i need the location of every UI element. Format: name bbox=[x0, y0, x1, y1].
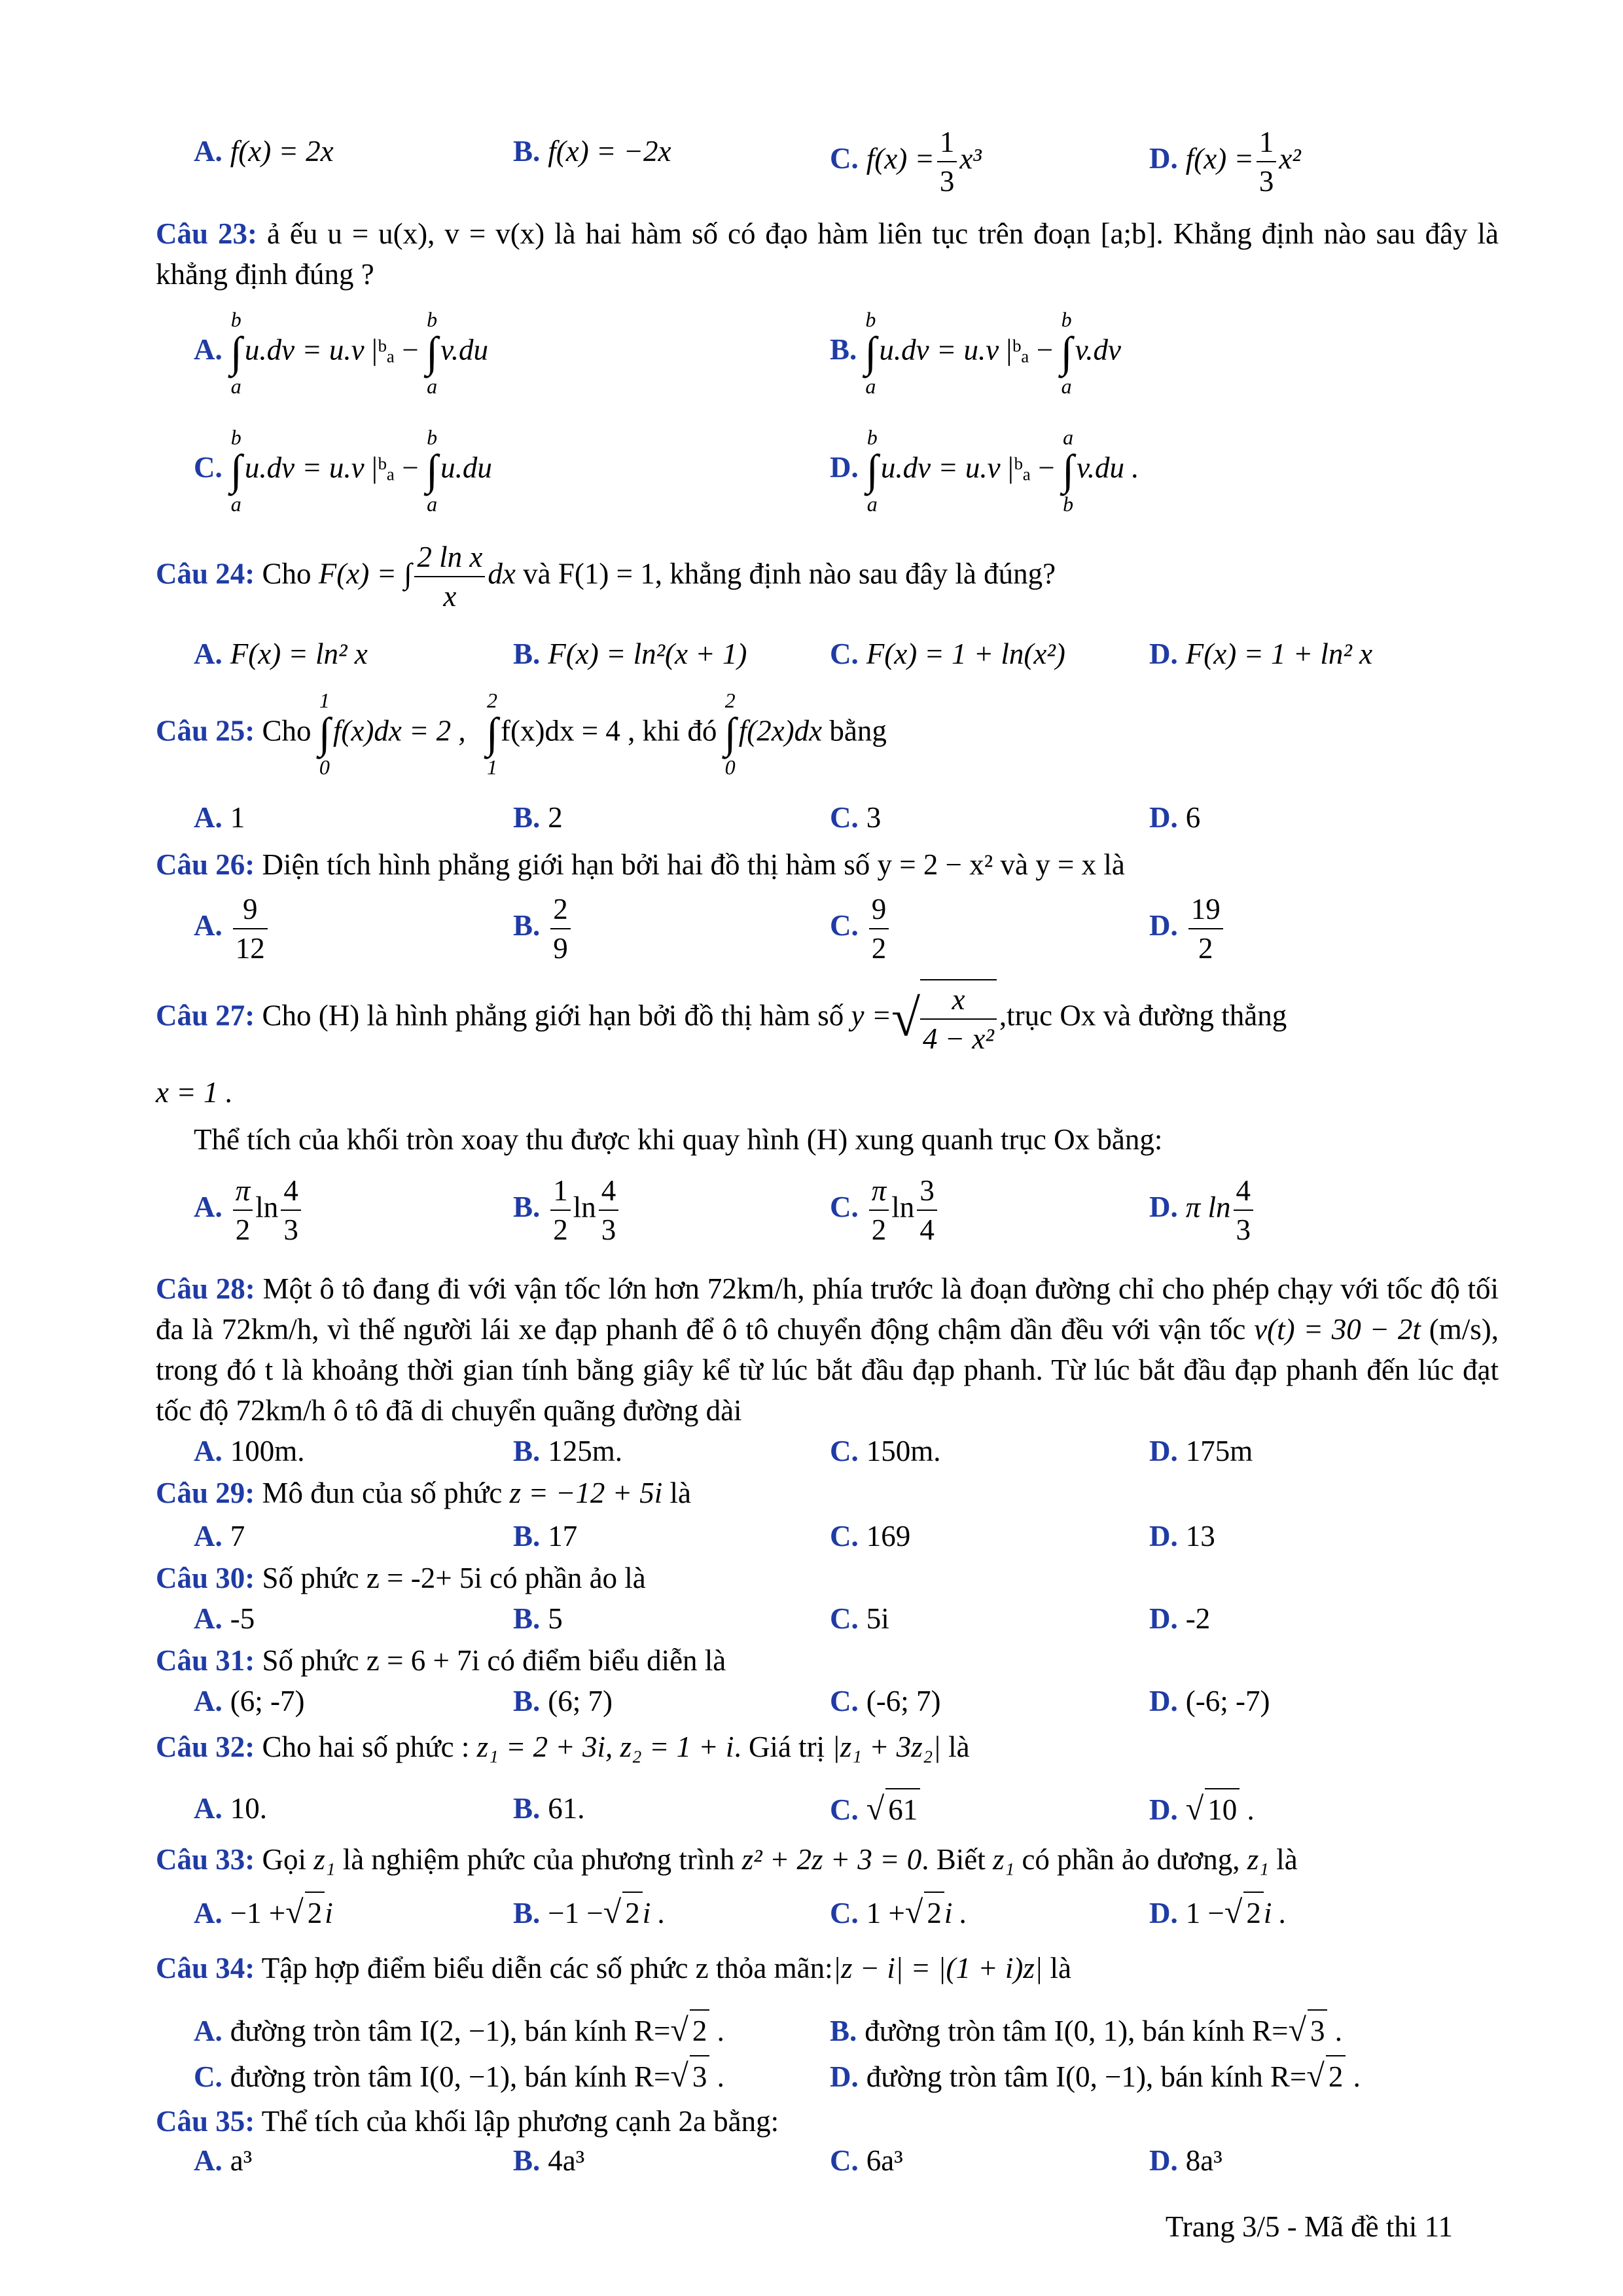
q29-option-d[interactable]: D. 13 bbox=[1149, 1520, 1215, 1552]
q34-option-b[interactable]: B. đường tròn tâm I(0, 1), bán kính R=√ 3 . bbox=[830, 2009, 1342, 2051]
q26-label: Câu 26: bbox=[156, 848, 255, 881]
q28-label: Câu 28: bbox=[156, 1272, 255, 1305]
q26-option-d[interactable]: D. $\frac{19}{2}$ bbox=[1149, 890, 1226, 967]
question-30: Câu 30: Số phức z = -2+ 5i có phần ảo là bbox=[156, 1562, 646, 1594]
question-27: Câu 27: Cho (H) là hình phẳng giới hạn bởi đồ thị hàm số y =√ $\frac{x}{\text{4 − x²}}$ ,trục Ox và đường thẳng bbox=[156, 979, 1499, 1058]
q24-option-a[interactable]: A. F(x) = ln² x bbox=[194, 637, 368, 670]
page-footer: Trang 3/5 - Mã đề thi 11 bbox=[1165, 2210, 1453, 2243]
q25-option-a[interactable]: A. 1 bbox=[194, 801, 245, 834]
q22-option-c[interactable]: C. f(x) = $\frac{1}{3}$ x³ bbox=[830, 123, 982, 200]
q24-option-b[interactable]: B. F(x) = ln²(x + 1) bbox=[513, 637, 747, 670]
q29-option-c[interactable]: C. 169 bbox=[830, 1520, 911, 1552]
question-32: Câu 32: Cho hai số phức : z₁ = 2 + 3i, z₂ = 1 + i. Giá trị |z₁ + 3z₂| là bbox=[156, 1731, 970, 1763]
q23-label: Câu 23: bbox=[156, 217, 257, 250]
q24-option-d[interactable]: D. F(x) = 1 + ln² x bbox=[1149, 637, 1373, 670]
q31-option-a[interactable]: A. (6; -7) bbox=[194, 1685, 305, 1717]
question-23 bbox=[156, 213, 1499, 295]
q31-option-c[interactable]: C. (-6; 7) bbox=[830, 1685, 941, 1717]
q27-option-a[interactable]: A. $\frac{\pi}{2}$ ln $\frac{4}{3}$ bbox=[194, 1172, 304, 1249]
q35-option-c[interactable]: C. 6a³ bbox=[830, 2144, 903, 2177]
q33-option-a[interactable]: A. −1 +√ 2i bbox=[194, 1892, 333, 1933]
question-29: Câu 29: Mô đun của số phức z = −12 + 5i là bbox=[156, 1477, 691, 1509]
q25-option-d[interactable]: D. 6 bbox=[1149, 801, 1201, 834]
q27-option-c[interactable]: C. $\frac{\pi}{2}$ ln $\frac{3}{4}$ bbox=[830, 1172, 940, 1249]
q26-option-b[interactable]: B. $\frac{2}{9}$ bbox=[513, 890, 573, 967]
question-24: Câu 24: Cho F(x) = ∫ $\frac{\text{2 ln x}}{x}$ dx và F(1) = 1, khẳng định nào sau đây là đúng? bbox=[156, 538, 1499, 615]
q35-option-d[interactable]: D. 8a³ bbox=[1149, 2144, 1222, 2177]
q28-option-c[interactable]: C. 150m. bbox=[830, 1435, 941, 1467]
q24-label: Câu 24: bbox=[156, 557, 255, 590]
q28-option-a[interactable]: A. 100m. bbox=[194, 1435, 305, 1467]
q33-label: Câu 33: bbox=[156, 1843, 255, 1876]
q35-option-b[interactable]: B. 4a³ bbox=[513, 2144, 585, 2177]
q32-option-a[interactable]: A. 10. bbox=[194, 1792, 267, 1825]
q23-text: ả ếu u = u(x), v = v(x) là hai hàm số có đạo hàm liên tục trên đoạn [a;b]. Khẳng định nào sau đây là khẳng định đúng ? bbox=[156, 217, 1499, 291]
q33-option-b[interactable]: B. −1 −√ 2i . bbox=[513, 1892, 666, 1933]
q30-option-d[interactable]: D. -2 bbox=[1149, 1602, 1211, 1635]
q27-option-d[interactable]: D. π ln $\frac{4}{3}$ bbox=[1149, 1172, 1256, 1249]
question-35: Câu 35: Thể tích của khối lập phương cạnh 2a bằng: bbox=[156, 2105, 779, 2138]
q23-option-d[interactable]: D. b ∫ a u.dv = u.v |ᵇₐ − a ∫ b v.du . bbox=[830, 425, 1139, 516]
q35-option-a[interactable]: A. a³ bbox=[194, 2144, 253, 2177]
q27-option-b[interactable]: B. $\frac{1}{2}$ ln $\frac{4}{3}$ bbox=[513, 1172, 621, 1249]
q32-option-c[interactable]: C. √ 61 bbox=[830, 1788, 920, 1830]
q23-option-c[interactable]: C. b ∫ a u.dv = u.v |ᵇₐ − b ∫ a u.du bbox=[194, 425, 492, 516]
question-28: Câu 28: Một ô tô đang đi với vận tốc lớn hơn 72km/h, phía trước là đoạn đường chỉ cho phép chạy với tốc độ tối đa là 72km/h, vì thế người lái xe đạp phanh để ô tô chuyển động chậm dần đều với vận tốc v(t) = 30 − 2t (m/s), trong đó t là khoảng thời gian tính bằng giây kể từ lúc bắt đầu đạp phanh. Từ lúc bắt đầu đạp phanh đến lúc đạt tốc độ 72km/h ô tô đã di chuyển quãng đường dài bbox=[156, 1272, 1499, 1427]
q32-option-b[interactable]: B. 61. bbox=[513, 1792, 585, 1825]
q30-option-c[interactable]: C. 5i bbox=[830, 1602, 889, 1635]
question-33: Câu 33: Gọi z₁ là nghiệm phức của phương trình z² + 2z + 3 = 0. Biết z₁ có phần ảo dương, z₁ là bbox=[156, 1843, 1298, 1876]
q26-option-c[interactable]: C. $\frac{9}{2}$ bbox=[830, 890, 891, 967]
q28-option-d[interactable]: D. 175m bbox=[1149, 1435, 1253, 1467]
q33-option-c[interactable]: C. 1 +√ 2i . bbox=[830, 1892, 967, 1933]
q26-option-a[interactable]: A. $\frac{9}{12}$ bbox=[194, 890, 270, 967]
q28-option-b[interactable]: B. 125m. bbox=[513, 1435, 623, 1467]
q22-option-a[interactable]: A. f(x) = 2x bbox=[194, 135, 334, 168]
q22-option-b[interactable]: B. f(x) = −2x bbox=[513, 135, 671, 168]
q27-label: Câu 27: bbox=[156, 999, 255, 1032]
q25-option-b[interactable]: B. 2 bbox=[513, 801, 563, 834]
q32-label: Câu 32: bbox=[156, 1731, 255, 1763]
q30-option-a[interactable]: A. -5 bbox=[194, 1602, 255, 1635]
q24-option-c[interactable]: C. F(x) = 1 + ln(x²) bbox=[830, 637, 1065, 670]
q25-label: Câu 25: bbox=[156, 714, 255, 747]
q31-option-d[interactable]: D. (-6; -7) bbox=[1149, 1685, 1270, 1717]
q29-option-a[interactable]: A. 7 bbox=[194, 1520, 245, 1552]
question-25: Câu 25: Cho 1 ∫ 0 f(x)dx = 2 , 2 ∫ 1 f(x)dx = 4 , khi đó 2 ∫ 0 f(2x)dx bằng bbox=[156, 689, 887, 779]
q27-line3: Thể tích của khối tròn xoay thu được khi quay hình (H) xung quanh trục Ox bằng: bbox=[194, 1123, 1163, 1156]
q35-label: Câu 35: bbox=[156, 2105, 255, 2138]
q33-option-d[interactable]: D. 1 −√ 2i . bbox=[1149, 1892, 1287, 1933]
question-34: Câu 34: Tập hợp điểm biểu diễn các số phức z thỏa mãn:|z − i| = |(1 + i)z| là bbox=[156, 1952, 1071, 1984]
q29-label: Câu 29: bbox=[156, 1477, 255, 1509]
q34-label: Câu 34: bbox=[156, 1952, 255, 1984]
q34-option-c[interactable]: C. đường tròn tâm I(0, −1), bán kính R=√ 3 . bbox=[194, 2055, 724, 2097]
q29-option-b[interactable]: B. 17 bbox=[513, 1520, 578, 1552]
q22-option-d[interactable]: D. f(x) = $\frac{1}{3}$ x² bbox=[1149, 123, 1301, 200]
q32-option-d[interactable]: D. √ 10 . bbox=[1149, 1788, 1255, 1830]
q23-option-a[interactable]: A. b ∫ a u.dv = u.v |ᵇₐ − b ∫ a v.du bbox=[194, 308, 489, 398]
q25-option-c[interactable]: C. 3 bbox=[830, 801, 882, 834]
q30-label: Câu 30: bbox=[156, 1562, 255, 1594]
q34-option-a[interactable]: A. đường tròn tâm I(2, −1), bán kính R=√ 2 . bbox=[194, 2009, 724, 2051]
q23-option-b[interactable]: B. b ∫ a u.dv = u.v |ᵇₐ − b ∫ a v.dv bbox=[830, 308, 1121, 398]
question-26: Câu 26: Diện tích hình phẳng giới hạn bởi hai đồ thị hàm số y = 2 − x² và y = x là bbox=[156, 848, 1125, 881]
question-31: Câu 31: Số phức z = 6 + 7i có điểm biểu diễn là bbox=[156, 1644, 726, 1677]
q31-option-b[interactable]: B. (6; 7) bbox=[513, 1685, 613, 1717]
q30-option-b[interactable]: B. 5 bbox=[513, 1602, 563, 1635]
q27-line2: x = 1 . bbox=[156, 1076, 233, 1109]
q34-option-d[interactable]: D. đường tròn tâm I(0, −1), bán kính R=√ 2 . bbox=[830, 2055, 1361, 2097]
q31-label: Câu 31: bbox=[156, 1644, 255, 1677]
